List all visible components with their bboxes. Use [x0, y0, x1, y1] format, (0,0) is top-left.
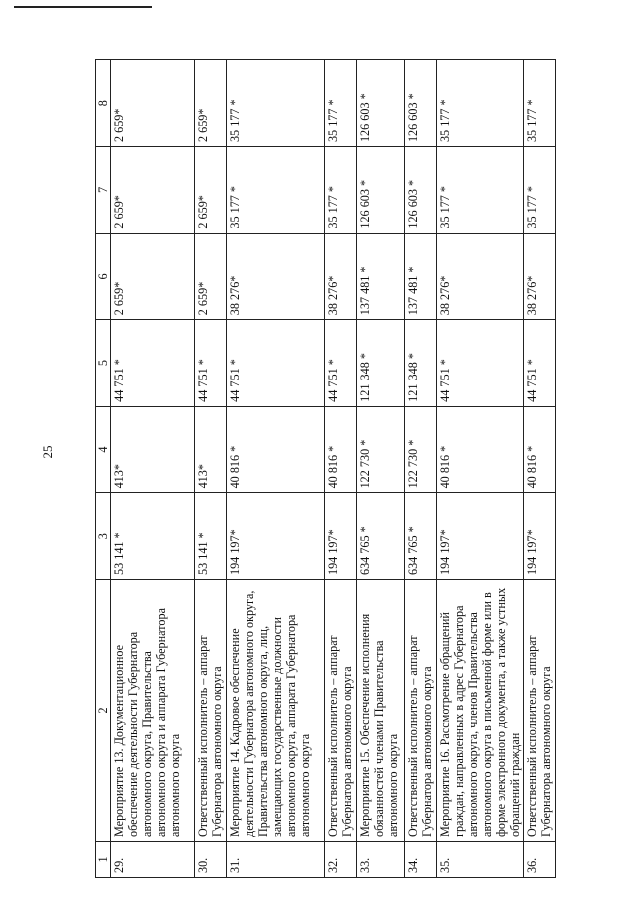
row-description: Мероприятие 14. Кадровое обеспечение деятельности Губернатора автономного округа, Правительства автономного округа, лиц, замещающих государственные должности автономного округа, аппарата Губернатора автономного округа — [227, 580, 325, 842]
value-cell: 40 816 * — [227, 406, 325, 493]
value-cell: 194 197* — [437, 493, 524, 580]
value-cell: 44 751 * — [437, 320, 524, 407]
value-cell: 35 177 * — [437, 147, 524, 234]
value-cell: 35 177 * — [524, 60, 556, 147]
row-description: Ответственный исполнитель – аппарат Губернатора автономного округа — [524, 580, 556, 842]
value-cell: 35 177 * — [227, 60, 325, 147]
value-cell: 44 751 * — [227, 320, 325, 407]
col-header-7: 7 — [96, 147, 111, 234]
value-cell: 122 730 * — [405, 406, 437, 493]
row-number: 34. — [405, 842, 437, 878]
value-cell: 634 765 * — [357, 493, 405, 580]
col-header-5: 5 — [96, 320, 111, 407]
value-cell: 2 659* — [111, 233, 195, 320]
col-header-1: 1 — [96, 842, 111, 878]
row-number: 30. — [195, 842, 227, 878]
value-cell: 38 276* — [325, 233, 357, 320]
value-cell: 35 177 * — [325, 147, 357, 234]
value-cell: 2 659* — [195, 233, 227, 320]
value-cell: 126 603 * — [357, 60, 405, 147]
value-cell: 35 177 * — [325, 60, 357, 147]
col-header-6: 6 — [96, 233, 111, 320]
value-cell: 126 603 * — [405, 60, 437, 147]
row-number: 33. — [357, 842, 405, 878]
table-row — [524, 60, 556, 878]
table-row — [357, 60, 405, 878]
value-cell: 44 751 * — [195, 320, 227, 407]
value-cell: 413* — [111, 406, 195, 493]
value-cell: 2 659* — [195, 147, 227, 234]
row-number: 36. — [524, 842, 556, 878]
table-row — [405, 60, 437, 878]
row-number: 32. — [325, 842, 357, 878]
value-cell: 38 276* — [227, 233, 325, 320]
value-cell: 122 730 * — [357, 406, 405, 493]
value-cell: 40 816 * — [524, 406, 556, 493]
row-description: Мероприятие 13. Документационное обеспечение деятельности Губернатора автономного округа, Правительства автономного округа и аппарата Губернатора автономного округа — [111, 580, 195, 842]
row-number: 35. — [437, 842, 524, 878]
value-cell: 44 751 * — [111, 320, 195, 407]
value-cell: 194 197* — [524, 493, 556, 580]
top-rule — [14, 6, 152, 8]
value-cell: 2 659* — [195, 60, 227, 147]
value-cell: 634 765 * — [405, 493, 437, 580]
value-cell: 40 816 * — [437, 406, 524, 493]
value-cell: 40 816 * — [325, 406, 357, 493]
table-row — [437, 60, 524, 878]
value-cell: 2 659* — [111, 147, 195, 234]
value-cell: 194 197* — [325, 493, 357, 580]
header-row — [96, 60, 111, 878]
budget-table — [95, 59, 556, 878]
table-row — [195, 60, 227, 878]
row-description: Ответственный исполнитель – аппарат Губернатора автономного округа — [405, 580, 437, 842]
value-cell: 35 177 * — [524, 147, 556, 234]
col-header-4: 4 — [96, 406, 111, 493]
value-cell: 137 481 * — [405, 233, 437, 320]
value-cell: 126 603 * — [405, 147, 437, 234]
row-description: Мероприятие 15. Обеспечение исполнения обязанностей членами Правительства автономного округа — [357, 580, 405, 842]
value-cell: 126 603 * — [357, 147, 405, 234]
rotated-table-wrapper — [95, 60, 553, 878]
value-cell: 194 197* — [227, 493, 325, 580]
table-row — [227, 60, 325, 878]
row-description: Ответственный исполнитель – аппарат Губернатора автономного округа — [195, 580, 227, 842]
row-description: Мероприятие 16. Рассмотрение обращений граждан, направленных в адрес Губернатора автономного округа, членов Правительства автономного округа в письменной форме или в форме электронного документа, а также устных обращений граждан — [437, 580, 524, 842]
value-cell: 121 348 * — [357, 320, 405, 407]
value-cell: 137 481 * — [357, 233, 405, 320]
page-number: 25 — [40, 445, 55, 459]
value-cell: 44 751 * — [325, 320, 357, 407]
value-cell: 38 276* — [524, 233, 556, 320]
value-cell: 38 276* — [437, 233, 524, 320]
value-cell: 121 348 * — [405, 320, 437, 407]
value-cell: 44 751 * — [524, 320, 556, 407]
value-cell: 35 177 * — [227, 147, 325, 234]
value-cell: 2 659* — [111, 60, 195, 147]
col-header-8: 8 — [96, 60, 111, 147]
table-row — [325, 60, 357, 878]
table-row — [111, 60, 195, 878]
value-cell: 53 141 * — [111, 493, 195, 580]
row-description: Ответственный исполнитель – аппарат Губернатора автономного округа — [325, 580, 357, 842]
value-cell: 413* — [195, 406, 227, 493]
col-header-3: 3 — [96, 493, 111, 580]
row-number: 29. — [111, 842, 195, 878]
col-header-2: 2 — [96, 580, 111, 842]
row-number: 31. — [227, 842, 325, 878]
value-cell: 53 141 * — [195, 493, 227, 580]
value-cell: 35 177 * — [437, 60, 524, 147]
